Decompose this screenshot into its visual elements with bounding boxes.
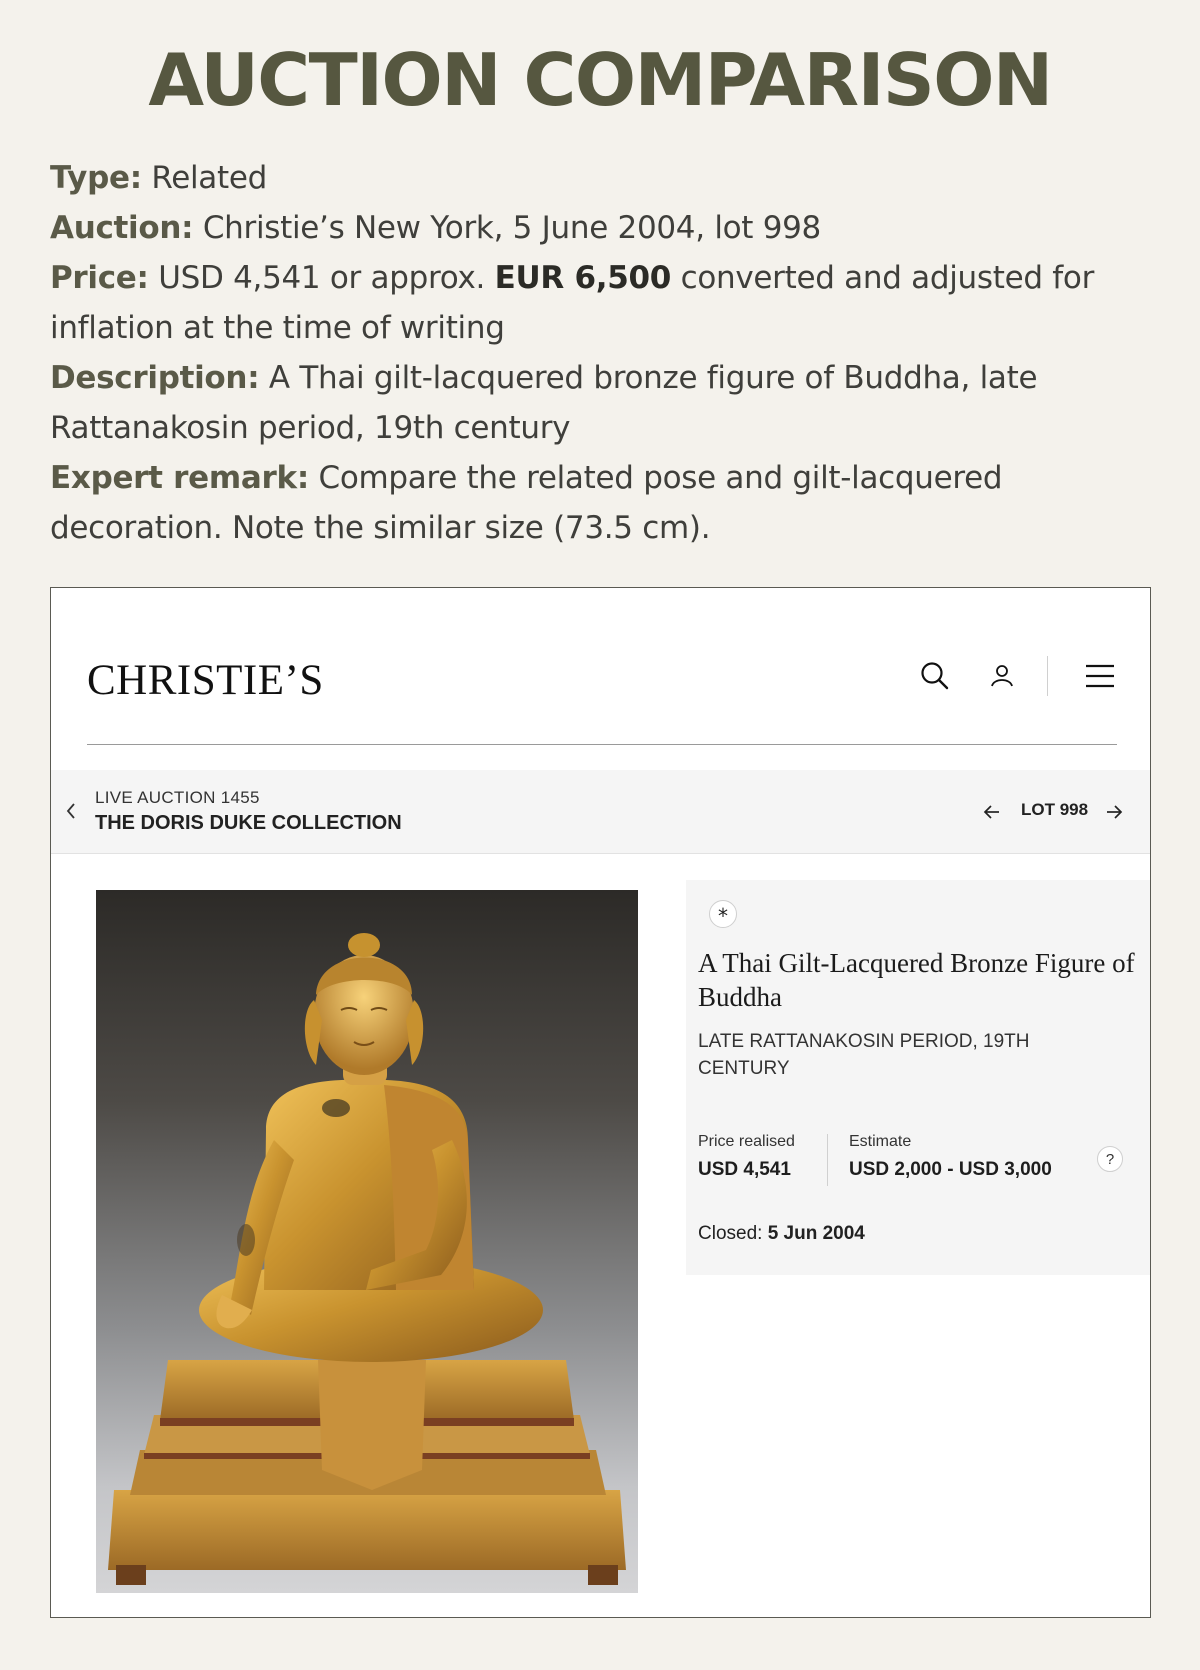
sale-name-link[interactable]: THE DORIS DUKE COLLECTION (95, 812, 402, 834)
header-divider (1047, 656, 1048, 696)
type-value: Related (151, 160, 267, 196)
description-line (50, 353, 1160, 403)
price-line (50, 253, 1160, 303)
type-label: Type: (50, 160, 142, 196)
search-icon[interactable] (917, 658, 953, 694)
closed-label: Closed: (698, 1223, 763, 1244)
price-usd: USD 4,541 or approx. (158, 260, 486, 296)
arrow-right-icon[interactable] (1104, 802, 1124, 822)
estimate-label: Estimate (849, 1133, 912, 1150)
page-title: AUCTION COMPARISON (148, 38, 1052, 122)
chevron-left-icon[interactable] (63, 798, 79, 824)
christies-screenshot (50, 587, 1151, 1618)
price-divider (827, 1134, 828, 1186)
christies-logo[interactable]: CHRISTIE’S (87, 657, 324, 704)
auction-line (50, 203, 1160, 253)
sale-breadcrumb-bar (51, 770, 1150, 854)
price-tail: converted and adjusted for (680, 260, 1095, 296)
remark-line (50, 453, 1160, 503)
price-eur: EUR 6,500 (494, 260, 672, 296)
menu-icon[interactable] (1082, 658, 1118, 694)
price-label: Price: (50, 260, 149, 296)
price-line-2: inflation at the time of writing (50, 310, 505, 346)
description-label: Description: (50, 360, 260, 396)
closed-value: 5 Jun 2004 (767, 1223, 865, 1244)
price-realised-value: USD 4,541 (698, 1159, 791, 1180)
lot-number: LOT 998 (1021, 800, 1089, 819)
lot-details-panel (686, 880, 1151, 1275)
auction-value: Christie’s New York, 5 June 2004, lot 998 (202, 210, 821, 246)
lot-title: A Thai Gilt-Lacquered Bronze Figure of Buddha (698, 948, 1135, 1012)
account-icon[interactable] (984, 658, 1020, 694)
estimate-value: USD 2,000 - USD 3,000 (849, 1159, 1052, 1180)
price-realised-label: Price realised (698, 1133, 795, 1150)
remark-label: Expert remark: (50, 460, 309, 496)
lot-subtitle: LATE RATTANAKOSIN PERIOD, 19TH CENTURY (698, 1031, 1030, 1079)
buddha-figure-illustration (96, 890, 638, 1593)
remark-value: Compare the related pose and gilt-lacquered (318, 460, 1003, 496)
arrow-left-icon[interactable] (982, 802, 1002, 822)
type-line (50, 153, 1160, 203)
auction-label: Auction: (50, 210, 194, 246)
closed-date (698, 1223, 865, 1245)
sale-number: LIVE AUCTION 1455 (95, 788, 260, 807)
description-value: A Thai gilt-lacquered bronze figure of Buddha, late (268, 360, 1038, 396)
asterisk-icon[interactable]: * (709, 900, 737, 928)
comparison-info (50, 153, 1160, 553)
help-icon[interactable]: ? (1097, 1146, 1123, 1172)
remark-line-2: decoration. Note the similar size (73.5 cm). (50, 510, 711, 546)
lot-image[interactable] (96, 890, 638, 1593)
description-line-2: Rattanakosin period, 19th century (50, 410, 571, 446)
header-rule (87, 744, 1117, 745)
site-header (51, 588, 1150, 768)
